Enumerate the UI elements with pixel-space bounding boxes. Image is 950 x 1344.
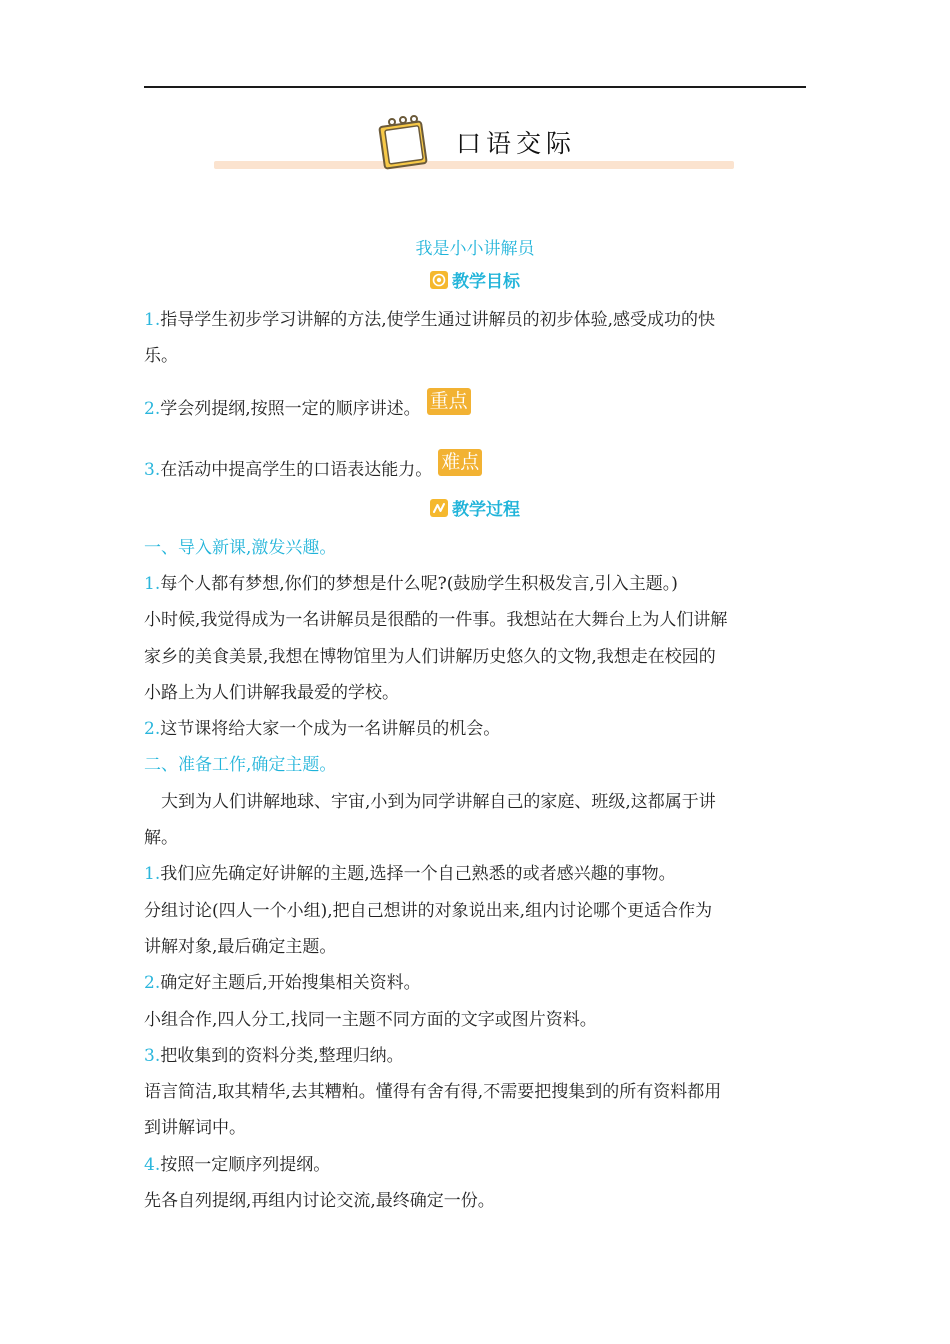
goal-text: 指导学生初步学习讲解的方法,使学生通过讲解员的初步体验,感受成功的快 xyxy=(160,310,716,330)
item-text: 按照一定顺序列提纲。 xyxy=(160,1155,331,1175)
item-num: 1. xyxy=(144,574,161,594)
item-text: 这节课将给大家一个成为一名讲解员的机会。 xyxy=(160,719,501,739)
goal-item xyxy=(144,449,482,483)
banner-stripe xyxy=(214,161,734,169)
goal-item-cont: 乐。 xyxy=(144,346,178,366)
paragraph-line: 小时候,我觉得成为一名讲解员是很酷的一件事。我想站在大舞台上为人们讲解 xyxy=(144,610,728,630)
paragraph-line: 分组讨论(四人一个小组),把自己想讲的对象说出来,组内讨论哪个更适合作为 xyxy=(144,901,713,921)
part2-title: 二、准备工作,确定主题。 xyxy=(144,755,337,775)
key-point-tag: 重点 xyxy=(427,388,471,415)
part2-item xyxy=(144,1043,404,1069)
notebook-icon xyxy=(374,112,438,172)
part2-item xyxy=(144,970,421,996)
paragraph-line: 解。 xyxy=(144,828,178,848)
difficulty-tag: 难点 xyxy=(438,449,482,476)
lesson-title: 我是小小讲解员 xyxy=(415,239,535,259)
goals-heading-label: 教学目标 xyxy=(452,272,520,292)
paragraph-line: 讲解对象,最后确定主题。 xyxy=(144,937,337,957)
paragraph-line: 大到为人们讲解地球、宇宙,小到为同学讲解自己的家庭、班级,这都属于讲 xyxy=(161,792,716,812)
part1-item xyxy=(144,716,500,742)
item-num: 2. xyxy=(144,973,161,993)
item-num: 3. xyxy=(144,1046,161,1066)
target-icon xyxy=(430,271,448,289)
item-text: 确定好主题后,开始搜集相关资料。 xyxy=(160,973,421,993)
goal-num: 2. xyxy=(144,399,161,419)
goal-item xyxy=(144,388,471,422)
zigzag-icon xyxy=(430,499,448,517)
part2-item xyxy=(144,1152,330,1178)
top-rule xyxy=(144,86,806,88)
goal-item xyxy=(144,307,715,333)
part1-item xyxy=(144,571,678,597)
item-num: 2. xyxy=(144,719,161,739)
item-text: 我们应先确定好讲解的主题,选择一个自己熟悉的或者感兴趣的事物。 xyxy=(160,864,676,884)
goal-num: 1. xyxy=(144,310,161,330)
item-num: 1. xyxy=(144,864,161,884)
process-heading xyxy=(0,497,950,523)
paragraph-line: 先各自列提纲,再组内讨论交流,最终确定一份。 xyxy=(144,1191,495,1211)
part2-item xyxy=(144,861,676,887)
paragraph-line: 到讲解词中。 xyxy=(144,1118,246,1138)
process-heading-label: 教学过程 xyxy=(452,500,520,520)
item-text: 把收集到的资料分类,整理归纳。 xyxy=(160,1046,404,1066)
section-title: 口语交际 xyxy=(456,129,577,158)
paragraph-line: 小路上为人们讲解我最爱的学校。 xyxy=(144,683,399,703)
goals-heading xyxy=(0,269,950,295)
paragraph-line: 语言简洁,取其精华,去其糟粕。懂得有舍有得,不需要把搜集到的所有资料都用 xyxy=(144,1082,722,1102)
part1-title: 一、导入新课,激发兴趣。 xyxy=(144,538,337,558)
paragraph-line: 小组合作,四人分工,找同一主题不同方面的文字或图片资料。 xyxy=(144,1010,597,1030)
item-text: 每个人都有梦想,你们的梦想是什么呢?(鼓励学生积极发言,引入主题。) xyxy=(160,574,678,594)
goal-num: 3. xyxy=(144,460,161,480)
goal-text: 学会列提纲,按照一定的顺序讲述。 xyxy=(160,399,421,419)
goal-text: 在活动中提高学生的口语表达能力。 xyxy=(160,460,433,480)
paragraph-line: 家乡的美食美景,我想在博物馆里为人们讲解历史悠久的文物,我想走在校园的 xyxy=(144,647,716,667)
item-num: 4. xyxy=(144,1155,161,1175)
